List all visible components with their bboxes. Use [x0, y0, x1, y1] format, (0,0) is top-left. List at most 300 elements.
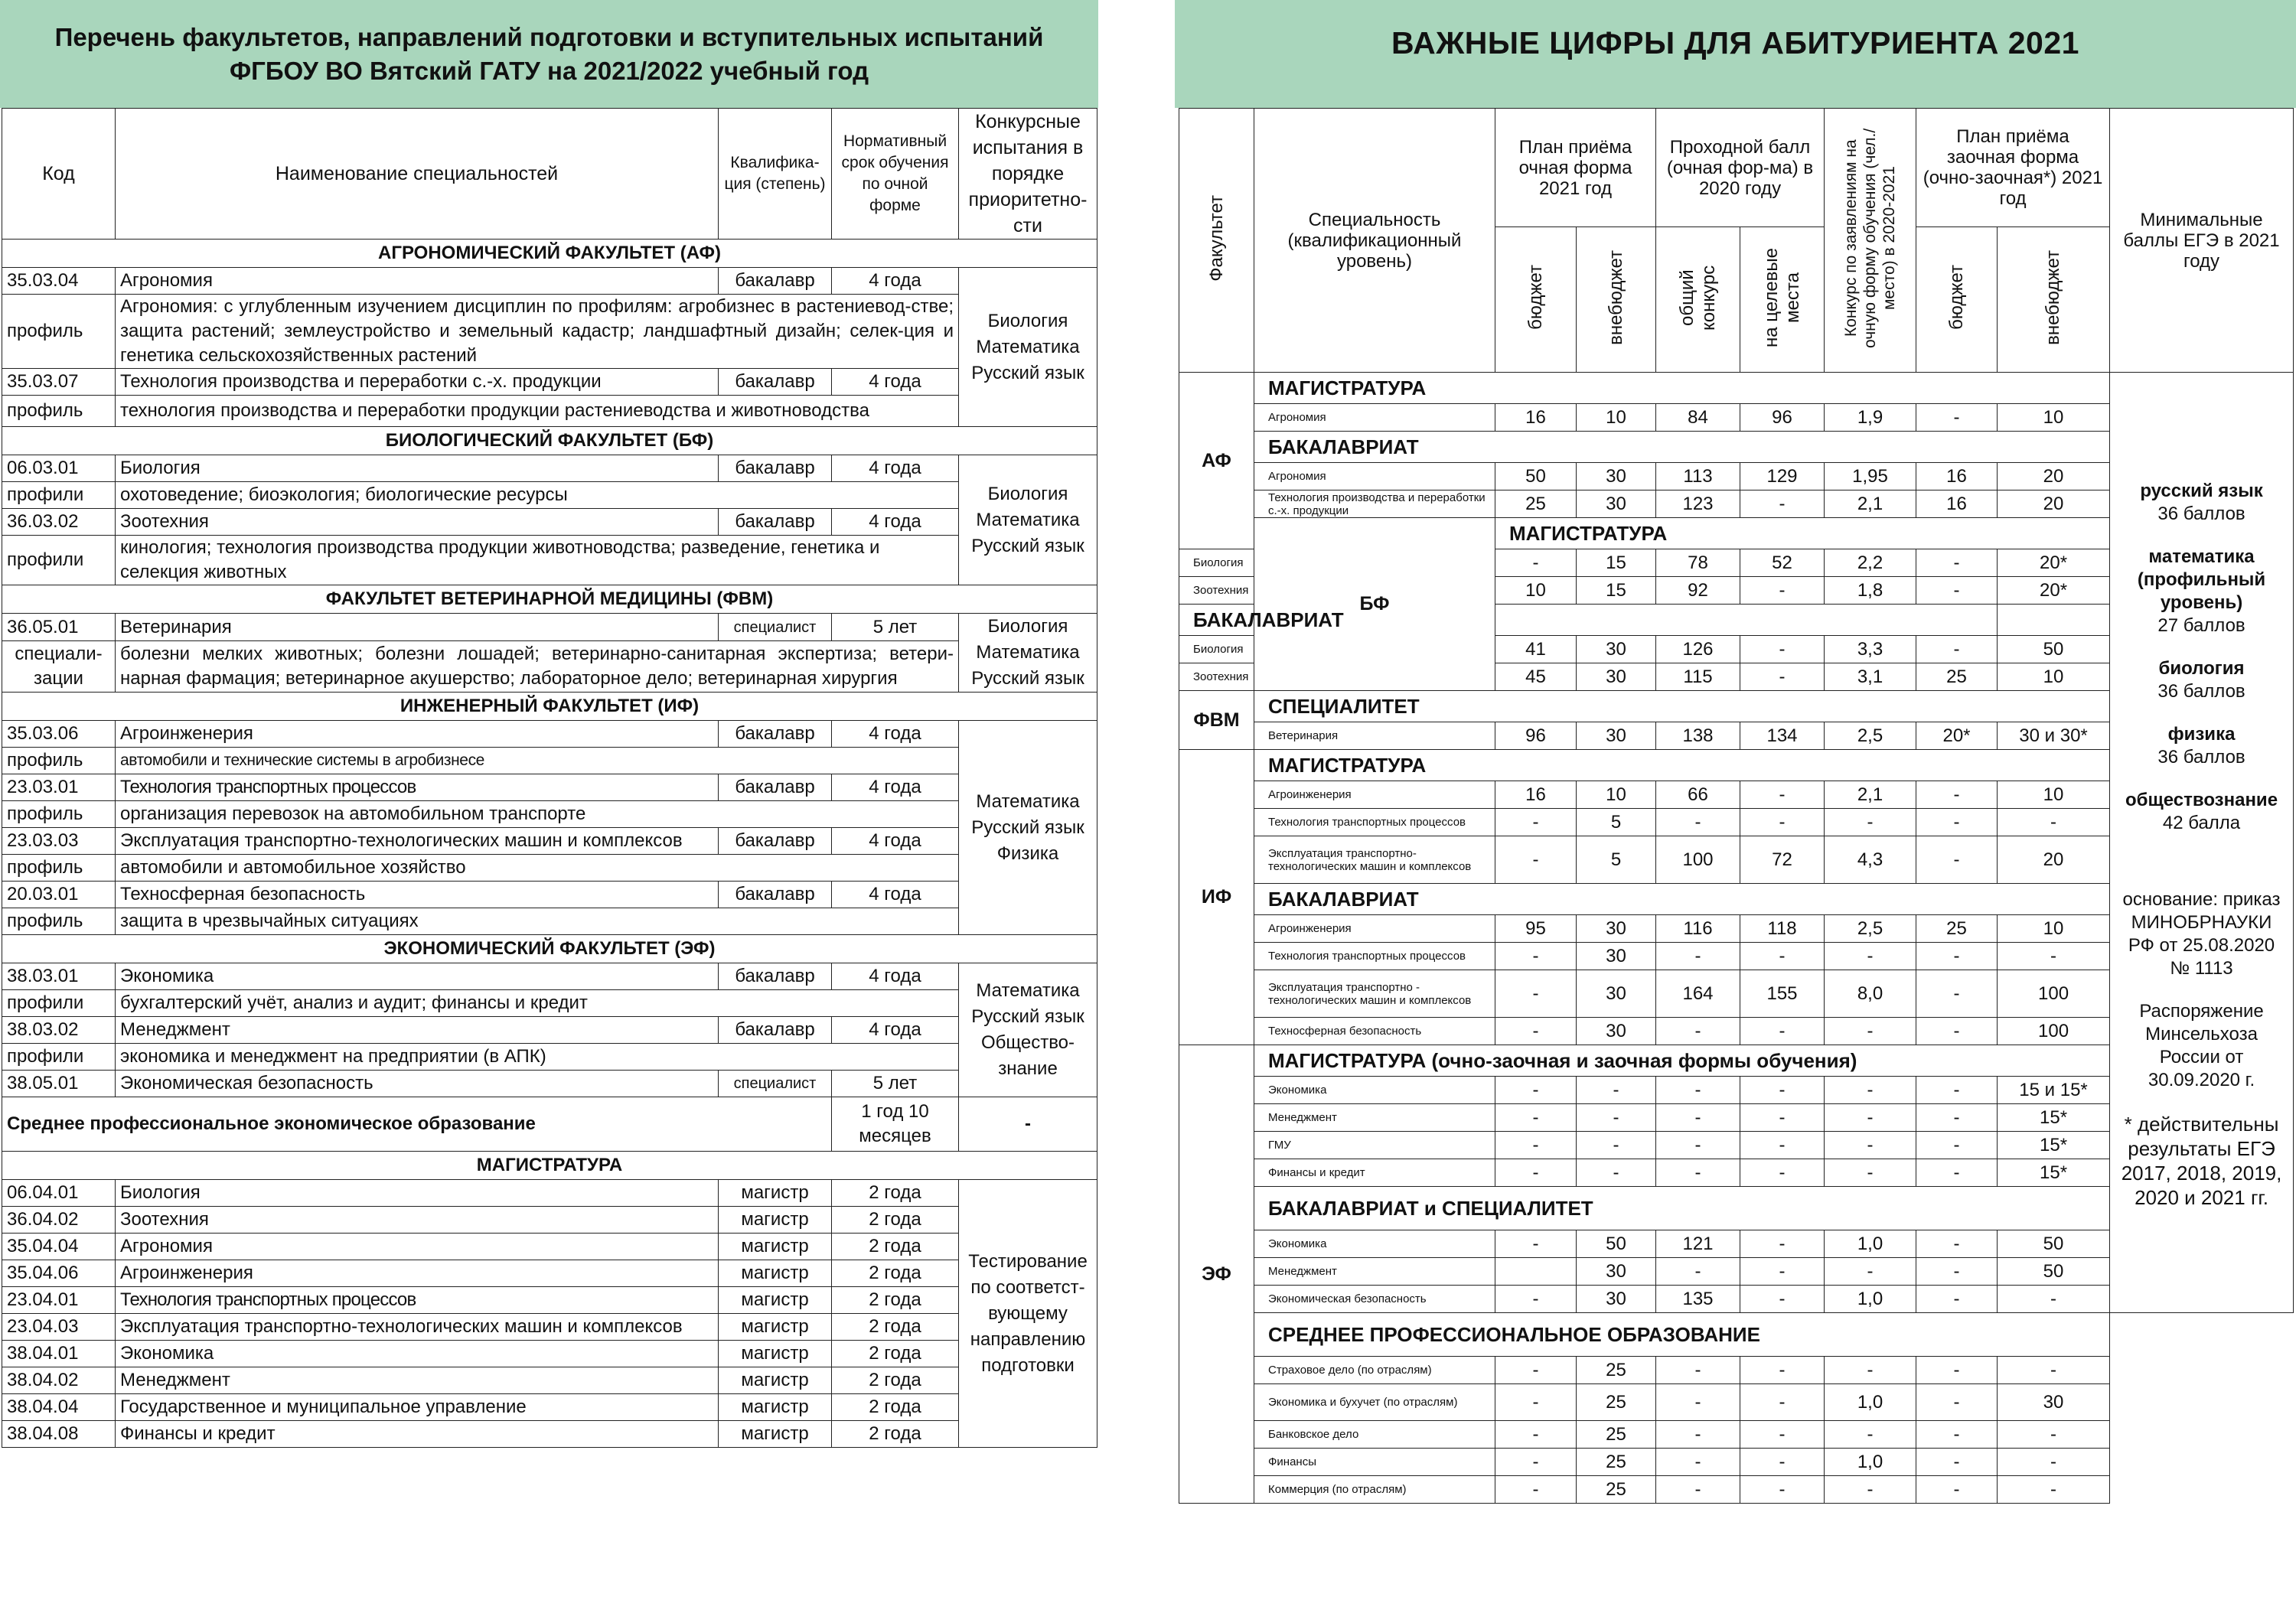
cell-value: 2,5 — [1825, 722, 1916, 750]
cell-value: - — [1740, 1230, 1825, 1258]
cell-value: 5 — [1577, 836, 1656, 884]
cell-term: 2 года — [832, 1341, 959, 1367]
cell-term: 4 года — [832, 774, 959, 801]
table-row — [2, 801, 1097, 828]
cell-value: - — [1495, 809, 1577, 836]
cell-term: 2 года — [832, 1394, 959, 1421]
cell-spo-exams: - — [959, 1097, 1097, 1152]
right-title-band — [1175, 0, 2296, 108]
cell-name: Эксплуатация транспортно-технологических машин и комплексов — [116, 1314, 719, 1341]
cell-exams — [959, 721, 1097, 935]
header-general: общий конкурс — [1676, 264, 1719, 331]
cell-term: 2 года — [832, 1180, 959, 1207]
cell-value: - — [1998, 1476, 2110, 1504]
cell-value: - — [1916, 1077, 1998, 1104]
right-title: ВАЖНЫЕ ЦИФРЫ ДЛЯ АБИТУРИЕНТА 2021 — [1391, 25, 2079, 60]
cell-value: - — [1916, 1018, 1998, 1045]
left-title-line2: ФГБОУ ВО Вятский ГАТУ на 2021/2022 учебный год — [229, 56, 869, 85]
cell-term: 2 года — [832, 1421, 959, 1448]
cell-qual: магистр — [719, 1234, 832, 1260]
cell-value: 129 — [1740, 463, 1825, 490]
cell-profile-text: автомобили и автомобильное хозяйство — [116, 855, 959, 882]
cell-value: 25 — [1577, 1384, 1656, 1421]
cell-spec: Ветеринария — [1254, 722, 1495, 750]
cell-value: 134 — [1740, 722, 1825, 750]
ege-subject: биология — [2158, 658, 2245, 679]
table-row — [2, 1097, 1097, 1152]
exam-item: Общество- — [980, 1032, 1075, 1053]
cell-value: - — [1998, 1421, 2110, 1449]
cell-value: 25 — [1577, 1421, 1656, 1449]
cell-value: 15 и 15* — [1998, 1077, 2110, 1104]
cell-value: 8,0 — [1825, 970, 1916, 1018]
cell-value: - — [1495, 943, 1577, 970]
table-row — [2, 614, 1097, 641]
cell-value: - — [1998, 809, 2110, 836]
cell-value: 30 — [1577, 915, 1656, 943]
cell-profile-text: организация перевозок на автомобильном транспорте — [116, 801, 959, 828]
cell-value: - — [1577, 1077, 1656, 1104]
cell-value: - — [1916, 970, 1998, 1018]
cell-value: - — [1495, 1449, 1577, 1476]
cell-code: 23.04.01 — [2, 1287, 116, 1314]
table-row — [2, 1314, 1097, 1341]
cell-value: - — [1656, 1132, 1740, 1159]
exam-item: Математика — [976, 642, 1080, 663]
cell-value: 100 — [1998, 970, 2110, 1018]
cell-name: Техносферная безопасность — [116, 882, 719, 908]
cell-value: 30 — [1577, 970, 1656, 1018]
cell-value: - — [1916, 781, 1998, 809]
table-row — [2, 1287, 1097, 1314]
header-name: Наименование специальностей — [116, 109, 719, 240]
cell-profile-text: болезни мелких животных; болезни лошадей; ветеринарно-санитарная экспертиза; ветери-нарная фармация; ветеринарное акушерство; лабораторное дело; ветеринарная хирургия — [116, 641, 959, 693]
cell-name: Эксплуатация транспортно-технологических машин и комплексов — [116, 828, 719, 855]
cell-spec: Финансы — [1254, 1449, 1495, 1476]
cell-value: 50 — [1577, 1230, 1656, 1258]
cell-code: 38.04.01 — [2, 1341, 116, 1367]
cell-term: 4 года — [832, 963, 959, 990]
cell-name: Ветеринария — [116, 614, 719, 641]
cell-value: - — [1577, 1159, 1656, 1187]
cell-value: - — [1916, 1132, 1998, 1159]
cell-profile-text: защита в чрезвычайных ситуациях — [116, 908, 959, 935]
cell-value: - — [1916, 1230, 1998, 1258]
header-term: Нормативный срок обучения по очной форме — [832, 109, 959, 240]
table-row — [2, 369, 1097, 396]
cell-value: 16 — [1916, 463, 1998, 490]
cell-value: 113 — [1656, 463, 1740, 490]
cell-value: - — [1495, 1104, 1577, 1132]
exam-item: Русский язык — [971, 1006, 1084, 1027]
table-row — [2, 1071, 1097, 1097]
cell-value: - — [1656, 1357, 1740, 1384]
cell-code: 35.04.06 — [2, 1260, 116, 1287]
cell-value: 2,5 — [1825, 915, 1916, 943]
cell-value: - — [1825, 1077, 1916, 1104]
ege-subject: обществознание — [2125, 790, 2278, 810]
exam-item: Биология — [987, 616, 1068, 637]
cell-value: 1,0 — [1825, 1384, 1916, 1421]
cell-value: - — [1916, 549, 1998, 577]
cell-profile-text: охотоведение; биоэкология; биологические ресурсы — [116, 482, 959, 509]
cell-code: 23.03.01 — [2, 774, 116, 801]
cell-value — [1495, 1258, 1577, 1286]
table-row — [2, 482, 1097, 509]
cell-term: 2 года — [832, 1234, 959, 1260]
cell-qual: бакалавр — [719, 882, 832, 908]
cell-term: 4 года — [832, 882, 959, 908]
table-row — [2, 295, 1097, 369]
cell-value: 100 — [1998, 1018, 2110, 1045]
cell-value: - — [1740, 490, 1825, 518]
exam-item: Биология — [987, 483, 1068, 504]
table-row — [2, 774, 1097, 801]
cell-code: 06.03.01 — [2, 455, 116, 482]
table-header-row — [2, 109, 1097, 240]
table-row — [2, 963, 1097, 990]
exam-item: подготовки — [981, 1355, 1075, 1376]
cell-name: Агрономия — [116, 1234, 719, 1260]
cell-value: 30 — [1577, 636, 1656, 663]
cell-value: 20* — [1916, 722, 1998, 750]
cell-spec: Агрономия — [1254, 463, 1495, 490]
cell-exams — [959, 963, 1097, 1097]
cell-value: 164 — [1656, 970, 1740, 1018]
faculty-ef: ЭФ — [1179, 1045, 1254, 1504]
faculty-af: АФ — [1179, 373, 1254, 549]
cell-profile-text: технология производства и переработки продукции растениеводства и животноводства — [116, 396, 959, 427]
table-row — [1179, 1384, 2294, 1421]
header-code: Код — [2, 109, 116, 240]
section-title: АГРОНОМИЧЕСКИЙ ФАКУЛЬТЕТ (АФ) — [2, 240, 1097, 268]
ege-subject: физика — [2167, 724, 2236, 745]
cell-value: 20 — [1998, 463, 2110, 490]
cell-qual: бакалавр — [719, 1017, 832, 1044]
cell-profile-text: автомобили и технические системы в агробизнесе — [116, 748, 959, 774]
cell-spec: Агрономия — [1254, 404, 1495, 432]
cell-qual: бакалавр — [719, 774, 832, 801]
cell-value: - — [1825, 1421, 1916, 1449]
cell-value: 25 — [1577, 1476, 1656, 1504]
cell-qual: магистр — [719, 1341, 832, 1367]
cell-spec: Биология — [1179, 636, 1254, 663]
cell-value: 72 — [1740, 836, 1825, 884]
cell-value: 16 — [1495, 404, 1577, 432]
cell-value: - — [1740, 1421, 1825, 1449]
ege-subject: математика (профильный уровень) — [2137, 546, 2266, 613]
table-row — [2, 509, 1097, 536]
left-title-line1: Перечень факультетов, направлений подготовки и вступительных испытаний — [54, 22, 1044, 51]
cell-value: 96 — [1495, 722, 1577, 750]
exam-item: знание — [998, 1058, 1058, 1079]
section-title: БАКАЛАВРИАТ — [1179, 605, 1998, 636]
cell-term: 4 года — [832, 1017, 959, 1044]
cell-qual: бакалавр — [719, 963, 832, 990]
cell-value: 100 — [1656, 836, 1740, 884]
cell-spec: Финансы и кредит — [1254, 1159, 1495, 1187]
cell-value: 15 — [1577, 549, 1656, 577]
cell-code: 35.03.07 — [2, 369, 116, 396]
cell-spo-term: 1 год 10 месяцев — [832, 1097, 959, 1152]
faculty-if: ИФ — [1179, 750, 1254, 1045]
cell-value: - — [1825, 1476, 1916, 1504]
cell-profile-label: профиль — [2, 295, 116, 369]
header-contest: Конкурс по заявлениям на очную форму обучения (чел./место) в 2020-2021 — [1842, 128, 1899, 348]
table-row — [2, 1180, 1097, 1207]
cell-value: 10 — [1998, 663, 2110, 691]
table-row — [2, 1421, 1097, 1448]
cell-value: 116 — [1656, 915, 1740, 943]
table-row — [2, 1367, 1097, 1394]
cell-spec: Менеджмент — [1254, 1104, 1495, 1132]
cell-value: 66 — [1656, 781, 1740, 809]
cell-spec: Эксплуатация транспортно - технологических машин и комплексов — [1254, 970, 1495, 1018]
cell-name: Технология транспортных процессов — [116, 1287, 719, 1314]
cell-value: 1,8 — [1825, 577, 1916, 605]
cell-code: 35.04.04 — [2, 1234, 116, 1260]
cell-code: 38.04.02 — [2, 1367, 116, 1394]
cell-value: 78 — [1656, 549, 1740, 577]
header-qual: Квалифика-ция (степень) — [719, 109, 832, 240]
cell-spec: Зоотехния — [1179, 577, 1254, 605]
cell-qual: бакалавр — [719, 509, 832, 536]
cell-profile-label: профиль — [2, 748, 116, 774]
cell-value: - — [1916, 1449, 1998, 1476]
exam-item: вующему — [988, 1303, 1068, 1324]
cell-term: 4 года — [832, 369, 959, 396]
cell-value: - — [1825, 1104, 1916, 1132]
cell-exams — [959, 455, 1097, 585]
cell-value: - — [1495, 1230, 1577, 1258]
cell-name: Зоотехния — [116, 509, 719, 536]
cell-term: 2 года — [832, 1367, 959, 1394]
cell-profile-label: профили — [2, 1044, 116, 1071]
cell-value: 16 — [1495, 781, 1577, 809]
cell-value: 15* — [1998, 1104, 2110, 1132]
header-pass: Проходной балл (очная фор-ма) в 2020 году — [1656, 109, 1825, 227]
cell-code: 36.05.01 — [2, 614, 116, 641]
cell-term: 5 лет — [832, 1071, 959, 1097]
cell-spec: Агроинженерия — [1254, 915, 1495, 943]
cell-value: 30 — [1577, 722, 1656, 750]
cell-value: 25 — [1916, 915, 1998, 943]
section-title: МАГИСТРАТУРА — [1495, 518, 2294, 549]
exam-item: Математика — [976, 790, 1080, 812]
table-row — [2, 828, 1097, 855]
section-title: СРЕДНЕЕ ПРОФЕССИОНАЛЬНОЕ ОБРАЗОВАНИЕ — [1254, 1313, 2110, 1357]
table-row — [1179, 1357, 2294, 1384]
cell-value: 50 — [1495, 463, 1577, 490]
header-spec: Специальность (квалификационный уровень) — [1254, 109, 1495, 373]
cell-term: 4 года — [832, 828, 959, 855]
cell-value: - — [1916, 836, 1998, 884]
cell-value: 1,0 — [1825, 1449, 1916, 1476]
header-paid2: внебюджет — [2043, 249, 2064, 345]
cell-value: - — [1740, 1357, 1825, 1384]
cell-value: - — [1740, 1384, 1825, 1421]
ege-basis: основание: приказ МИНОБРНАУКИ РФ от 25.08.2020 № 1113 — [2122, 889, 2281, 979]
cell-value: 121 — [1656, 1230, 1740, 1258]
cell-value: - — [1740, 1258, 1825, 1286]
cell-value: 155 — [1740, 970, 1825, 1018]
cell-spec: Экономика — [1254, 1230, 1495, 1258]
cell-value: 25 — [1577, 1357, 1656, 1384]
cell-exams — [959, 614, 1097, 693]
cell-value: 20 — [1998, 836, 2110, 884]
cell-value: - — [1495, 1357, 1577, 1384]
cell-value: 45 — [1495, 663, 1577, 691]
exam-item: Русский язык — [971, 362, 1084, 383]
cell-value: - — [1916, 1159, 1998, 1187]
cell-profile-label: профиль — [2, 396, 116, 427]
cell-value: - — [1656, 809, 1740, 836]
cell-profile-label: профиль — [2, 801, 116, 828]
exam-item: Математика — [976, 509, 1080, 530]
table-row — [2, 1394, 1097, 1421]
cell-value: - — [1495, 1132, 1577, 1159]
section-title: МАГИСТРАТУРА (очно-заочная и заочная формы обучения) — [1254, 1045, 2110, 1077]
cell-value: 25 — [1495, 490, 1577, 518]
cell-profile-label: профили — [2, 990, 116, 1017]
cell-value: 1,9 — [1825, 404, 1916, 432]
table-row — [1179, 1421, 2294, 1449]
cell-value: - — [1740, 1104, 1825, 1132]
cell-value: - — [1495, 1286, 1577, 1313]
cell-profile-label: профили — [2, 536, 116, 585]
cell-spec: Техносферная безопасность — [1254, 1018, 1495, 1045]
section-title: ИНЖЕНЕРНЫЙ ФАКУЛЬТЕТ (ИФ) — [2, 693, 1097, 721]
table-row — [2, 721, 1097, 748]
cell-value: - — [1916, 809, 1998, 836]
table-row — [1179, 1476, 2294, 1504]
cell-value: - — [1495, 1159, 1577, 1187]
cell-value: - — [1495, 1384, 1577, 1421]
cell-value: 20 — [1998, 490, 2110, 518]
exam-item: Математика — [976, 980, 1080, 1001]
cell-term: 4 года — [832, 509, 959, 536]
cell-name: Зоотехния — [116, 1207, 719, 1234]
cell-name: Агроинженерия — [116, 1260, 719, 1287]
cell-value: - — [1740, 577, 1825, 605]
cell-value: - — [1998, 1286, 2110, 1313]
cell-value: 25 — [1577, 1449, 1656, 1476]
cell-value: - — [1495, 970, 1577, 1018]
cell-name: Экономика — [116, 963, 719, 990]
admission-figures-table — [1179, 108, 2294, 1504]
cell-name: Государственное и муниципальное управление — [116, 1394, 719, 1421]
exam-item: направлению — [970, 1329, 1086, 1350]
section-title: БАКАЛАВРИАТ и СПЕЦИАЛИТЕТ — [1254, 1187, 2110, 1230]
cell-value: 95 — [1495, 915, 1577, 943]
cell-spec: Технология транспортных процессов — [1254, 809, 1495, 836]
cell-value: - — [1495, 1018, 1577, 1045]
ege-score: 36 баллов — [2157, 681, 2245, 702]
section-title: СПЕЦИАЛИТЕТ — [1254, 691, 2110, 722]
cell-name: Технология производства и переработки с.-х. продукции — [116, 369, 719, 396]
cell-value: 30 и 30* — [1998, 722, 2110, 750]
cell-value: 15* — [1998, 1132, 2110, 1159]
cell-name: Экономика — [116, 1341, 719, 1367]
cell-value: 50 — [1998, 1258, 2110, 1286]
cell-spec: Биология — [1179, 549, 1254, 577]
cell-profile-label: профиль — [2, 908, 116, 935]
cell-value: - — [1916, 1258, 1998, 1286]
header-paid: внебюджет — [1605, 249, 1626, 345]
cell-value: - — [1740, 1132, 1825, 1159]
cell-qual: магистр — [719, 1207, 832, 1234]
header-ege: Минимальные баллы ЕГЭ в 2021 году — [2110, 109, 2294, 373]
cell-name: Менеджмент — [116, 1017, 719, 1044]
cell-profile-label: специали-зации — [2, 641, 116, 693]
cell-code: 38.04.08 — [2, 1421, 116, 1448]
header-budget: бюджет — [1525, 265, 1546, 330]
table-row — [2, 882, 1097, 908]
cell-profile-label: профиль — [2, 855, 116, 882]
cell-exams — [959, 268, 1097, 427]
cell-spec: Экономика и бухучет (по отраслям) — [1254, 1384, 1495, 1421]
cell-value: 1,0 — [1825, 1230, 1916, 1258]
table-row — [2, 1207, 1097, 1234]
cell-name: Агрономия — [116, 268, 719, 295]
cell-value: - — [1740, 1018, 1825, 1045]
cell-value: 10 — [1998, 404, 2110, 432]
cell-qual: специалист — [719, 1071, 832, 1097]
cell-qual: магистр — [719, 1367, 832, 1394]
cell-value: - — [1577, 1104, 1656, 1132]
cell-value: - — [1916, 1357, 1998, 1384]
table-row — [2, 1260, 1097, 1287]
cell-value: - — [1656, 1449, 1740, 1476]
section-title: МАГИСТРАТУРА — [1254, 750, 2110, 781]
cell-value: 3,1 — [1825, 663, 1916, 691]
cell-value: - — [1495, 1421, 1577, 1449]
cell-value: 2,2 — [1825, 549, 1916, 577]
cell-spec: Технология транспортных процессов — [1254, 943, 1495, 970]
cell-value: 25 — [1916, 663, 1998, 691]
header-plan-ext: План приёма заочная форма (очно-заочная*) 2021 год — [1916, 109, 2110, 227]
cell-value: 30 — [1577, 1286, 1656, 1313]
cell-value: - — [1740, 1077, 1825, 1104]
section-title: ЭКОНОМИЧЕСКИЙ ФАКУЛЬТЕТ (ЭФ) — [2, 935, 1097, 963]
cell-value: 10 — [1577, 781, 1656, 809]
section-title: БАКАЛАВРИАТ — [1254, 884, 2110, 915]
ege-note: * действительны результаты ЕГЭ 2017, 2018, 2019, 2020 и 2021 гг. — [2121, 1113, 2282, 1209]
ege-score: 36 баллов — [2157, 504, 2245, 524]
exam-item: Биология — [987, 310, 1068, 331]
exam-item: по соответст- — [970, 1277, 1085, 1298]
cell-profile-text: экономика и менеджмент на предприятии (в АПК) — [116, 1044, 959, 1071]
section-title: БИОЛОГИЧЕСКИЙ ФАКУЛЬТЕТ (БФ) — [2, 427, 1097, 455]
cell-value: 123 — [1656, 490, 1740, 518]
cell-value: - — [1916, 404, 1998, 432]
cell-code: 38.03.01 — [2, 963, 116, 990]
table-row — [2, 908, 1097, 935]
cell-spec: Агроинженерия — [1254, 781, 1495, 809]
cell-value: - — [1916, 1104, 1998, 1132]
cell-spec: Банковское дело — [1254, 1421, 1495, 1449]
cell-value: - — [1656, 1159, 1740, 1187]
cell-spec: Экономическая безопасность — [1254, 1286, 1495, 1313]
cell-name: Биология — [116, 1180, 719, 1207]
faculty-bf: БФ — [1254, 518, 1495, 691]
cell-value: - — [1656, 1421, 1740, 1449]
cell-term: 4 года — [832, 268, 959, 295]
section-title: МАГИСТРАТУРА — [2, 1152, 1097, 1180]
exam-item: Математика — [976, 336, 1080, 357]
cell-value: - — [1577, 1132, 1656, 1159]
cell-value: - — [1656, 1384, 1740, 1421]
